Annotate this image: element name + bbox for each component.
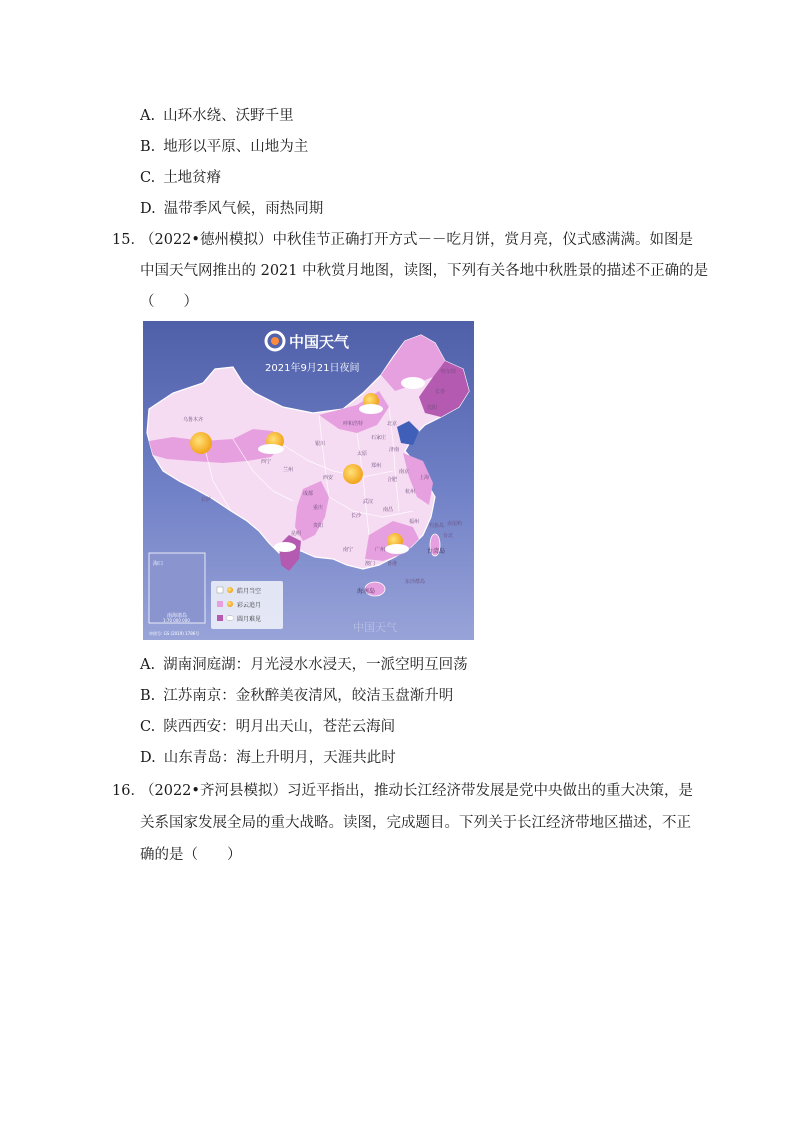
map-brand: 中国天气 [289,333,350,351]
label-shijiazhuang: 石家庄 [371,435,387,441]
label-chongqing: 重庆 [313,505,324,511]
label-nanchang: 南昌 [383,507,394,513]
map-watermark: 中国天气 [353,621,397,634]
label-taibei: 台北 [443,533,454,539]
label-wuhan: 武汉 [363,499,374,505]
question-16-number: 16． [112,783,145,799]
moon-viewing-map [143,321,474,640]
question-15-number: 15． [112,232,145,248]
label-shanghai: 上海 [419,475,430,481]
legend-swatch-partly [217,601,223,607]
label-nanning: 南宁 [343,547,354,553]
label-hefei: 合肥 [387,477,398,483]
option-b: B. 地形以平原、山地为主 [140,139,309,155]
legend-label-clear: 皓月当空 [237,588,262,595]
label-changchun: 长春 [435,389,446,395]
label-aomen: 澳门 [365,561,376,567]
label-jinan: 济南 [389,447,400,453]
question-16-line-3: 确的是（ ） [140,847,242,863]
label-lasa: 拉萨 [201,497,212,503]
label-dongsha: 东沙群岛 [405,579,426,585]
q15-option-b: B. 江苏南京：金秋醉美夜清风，皎洁玉盘渐升明 [140,688,454,704]
q15-option-c: C. 陕西西安：明月出天山，苍茫云海间 [140,719,396,735]
legend-label-partly: 彩云追月 [237,602,262,609]
label-fuzhou: 福州 [409,519,420,525]
sun-icon-central [343,464,363,484]
label-yinchuan: 银川 [315,441,326,447]
label-wulumuqi: 乌鲁木齐 [183,417,204,423]
label-lanzhou: 兰州 [283,467,294,473]
question-15-line-2: 中国天气网推出的 2021 中秋赏月地图，读图，下列有关各地中秋胜景的描述不正确的是 [140,263,709,279]
label-chiweiyu: 赤尾屿 [447,521,463,527]
label-hainan: 海南岛 [357,588,376,595]
legend-swatch-hidden [217,615,223,621]
label-zhengzhou: 郑州 [371,463,382,469]
inset-scale: 1:70 000 000 [163,618,190,623]
option-d: D. 温带季风气候，雨热同期 [140,201,324,217]
label-changsha: 长沙 [351,513,362,519]
map-svg [143,321,474,640]
q15-option-a: A. 湖南洞庭湖：月光浸水水浸天，一派空明互回荡 [140,657,468,673]
label-guiyang: 贵阳 [313,523,324,529]
legend-swatch-clear [217,587,223,593]
cloud-icon-southwest [274,542,296,552]
question-16-line-2: 关系国家发展全局的重大战略。读图，完成题目。下列关于长江经济带地区描述，不正 [140,815,691,831]
question-15-line-1: （2022•德州模拟）中秋佳节正确打开方式－－吃月饼，赏月亮，仪式感满满。如图是 [140,232,693,248]
label-shenyang: 沈阳 [427,405,438,411]
legend-sun-icon [227,587,233,593]
question-15-line-3: （ ） [140,294,198,310]
map-legend [211,581,283,629]
weather-logo-center-icon [271,337,279,345]
option-a: A. 山环水绕、沃野千里 [140,108,294,124]
option-c: C. 土地贫瘠 [140,170,222,186]
legend-sun-cloud-icon [227,601,233,607]
label-beijing: 北京 [387,421,398,427]
cloud-icon-northeast [401,377,425,389]
label-guangzhou: 广州 [375,547,386,553]
label-taiwan: 台湾岛 [427,548,446,555]
label-xian: 西安 [323,475,334,481]
legend-label-hidden: 圆月难见 [237,616,262,623]
label-hangzhou: 杭州 [405,489,416,495]
label-nanjing: 南京 [399,469,410,475]
label-taiyuan: 太原 [357,451,368,457]
label-chengdu: 成都 [303,491,314,497]
south-china-sea-inset [149,553,205,623]
map-date: 2021年9月21日夜间 [265,363,360,374]
inset-label-haikou: 海口 [153,561,164,567]
inset-title: 南海诸岛 [167,613,188,619]
label-haerbin: 哈尔滨 [441,369,457,375]
label-huhehaote: 呼和浩特 [343,421,364,427]
sun-icon-northwest [190,432,212,454]
legend-cloud-icon [226,616,234,621]
q15-option-d: D. 山东青岛：海上升明月，天涯共此时 [140,750,396,766]
label-kunming: 昆明 [291,531,302,537]
label-xianggang: 香港 [387,561,398,567]
label-xining: 西宁 [261,459,272,465]
label-diaoyudao: 钓鱼岛 [429,523,445,529]
question-16-line-1: （2022•齐河县模拟）习近平指出，推动长江经济带发展是党中央做出的重大决策，是 [140,783,693,799]
map-source: 审图号: GS (2019) 1786号 [149,631,200,636]
